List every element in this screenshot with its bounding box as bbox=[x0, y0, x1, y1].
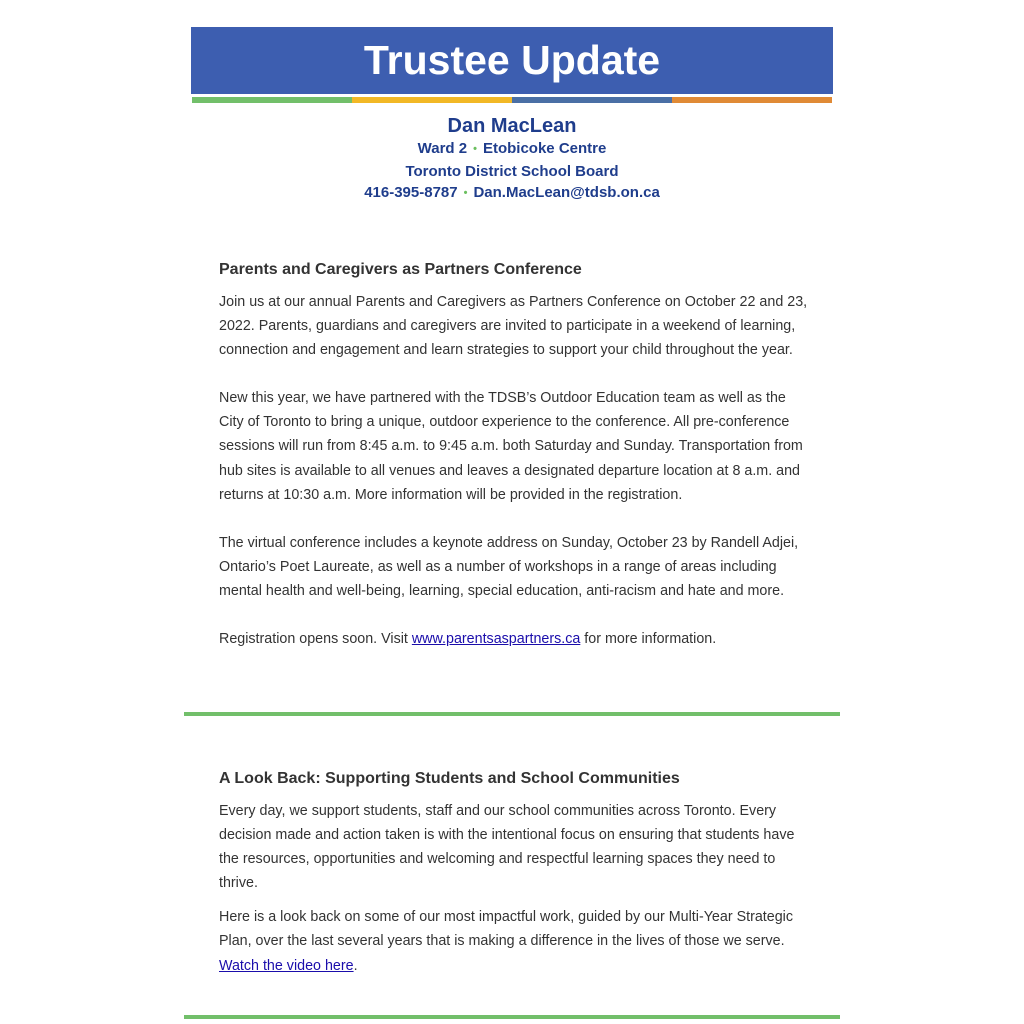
stripe-yellow bbox=[352, 97, 512, 103]
section-divider bbox=[184, 712, 840, 716]
contact-line bbox=[191, 182, 833, 205]
section-heading: A Look Back: Supporting Students and School Communities bbox=[219, 770, 680, 787]
watch-video-link[interactable]: Watch the video here bbox=[219, 957, 354, 974]
trustee-contact-block bbox=[191, 114, 833, 205]
stripe-green bbox=[192, 97, 352, 103]
section-paragraph bbox=[219, 905, 809, 977]
section-heading: Parents and Caregivers as Partners Conference bbox=[219, 261, 582, 278]
stripe-blue bbox=[512, 97, 672, 103]
registration-prefix: Registration opens soon. Visit bbox=[219, 631, 412, 648]
board-name: Toronto District School Board bbox=[405, 162, 619, 180]
look-back-text: Here is a look back on some of our most impactful work, guided by our Multi-Year Strategic Plan, over the last several years that is making a difference in the lives of those we serve. bbox=[219, 909, 793, 950]
video-suffix: . bbox=[353, 957, 358, 974]
section-paragraph: New this year, we have partnered with the TDSB’s Outdoor Education team as well as the City of Toronto to bring a unique, outdoor experience to the conference. All pre-conference sessions will run from 8:45 a.m. to 9:45 a.m. both Saturday and Sunday. Transportation from hub sites is available to all venues and leaves a designated departure location at 8 a.m. and returns at 10:30 a.m. More information will be provided in the registration. bbox=[219, 390, 803, 503]
registration-suffix: for more information. bbox=[580, 631, 717, 648]
stripe-orange bbox=[672, 97, 832, 103]
email-address: Dan.MacLean@tdsb.on.ca bbox=[473, 184, 660, 201]
section-divider bbox=[184, 1015, 840, 1019]
parents-as-partners-link[interactable]: www.parentsaspartners.ca bbox=[411, 631, 581, 648]
registration-paragraph bbox=[219, 627, 809, 651]
section-paragraph: The virtual conference includes a keynote address on Sunday, October 23 by Randell Adjei, Ontario’s Poet Laureate, as well as a number of workshops in a range of areas including mental health and well-being, learning, special education, anti-racism and hate and more. bbox=[219, 534, 799, 599]
section-paragraph: Every day, we support students, staff and our school communities across Toronto. Every decision made and action taken is with the intentional focus on ensuring that students have the resources, opportunities and welcoming and respectful learning spaces they need to thrive. bbox=[219, 803, 795, 892]
area-label: Etobicoke Centre bbox=[482, 140, 607, 157]
section-paragraph: Join us at our annual Parents and Caregivers as Partners Conference on October 22 and 23, 2022. Parents, guardians and caregivers are invited to participate in a weekend of learning, connection and engagement and learn strategies to support your child throughout the year. bbox=[219, 294, 808, 359]
bullet-separator: • bbox=[473, 143, 477, 155]
trustee-name: Dan MacLean bbox=[447, 115, 577, 137]
newsletter-title: Trustee Update bbox=[191, 27, 833, 94]
look-back-section bbox=[219, 769, 809, 978]
phone-number: 416-395-8787 bbox=[364, 184, 458, 201]
ward-line bbox=[191, 138, 833, 161]
color-stripe-bar bbox=[192, 97, 832, 103]
conference-section bbox=[219, 260, 809, 651]
bullet-separator: • bbox=[463, 187, 468, 199]
ward-label: Ward 2 bbox=[417, 140, 468, 157]
